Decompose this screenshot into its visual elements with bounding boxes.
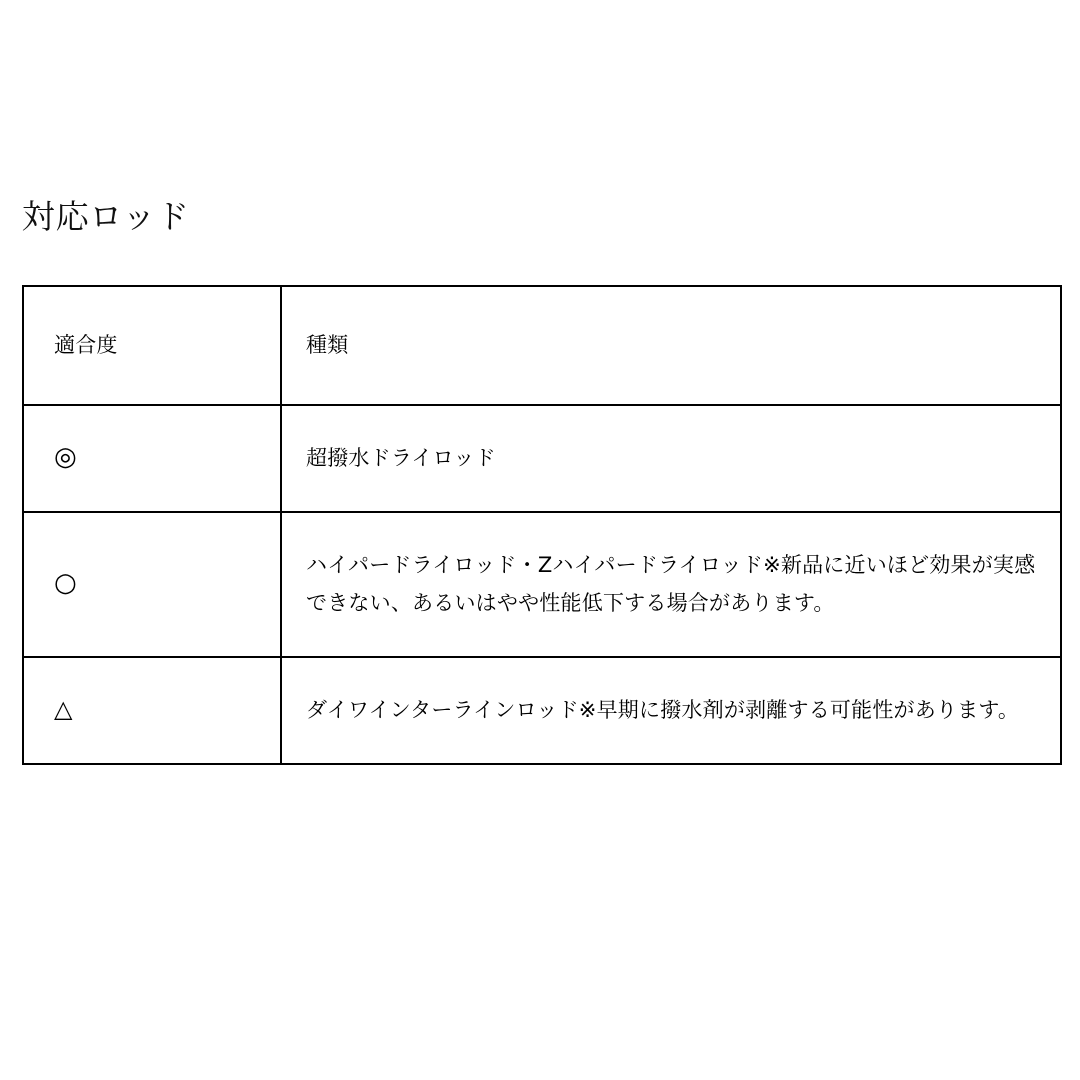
rod-type-text: 超撥水ドライロッド <box>306 445 496 470</box>
table-row <box>23 657 1061 764</box>
table-cell-grade <box>23 512 281 657</box>
table-header-cell-grade <box>23 286 281 405</box>
circle-mark: ○ <box>54 568 77 599</box>
compatible-rod-table <box>22 285 1062 765</box>
table-cell-grade <box>23 405 281 512</box>
table-row <box>23 512 1061 657</box>
triangle-mark: △ <box>54 695 73 724</box>
table-cell-grade <box>23 657 281 764</box>
table-row <box>23 405 1061 512</box>
rod-type-text: ハイパードライロッド・Zハイパードライロッド※新品に近いほど効果が実感できない、あるいはやや性能低下する場合があります。 <box>306 553 1036 615</box>
table-header-cell-type <box>281 286 1061 405</box>
rod-type-text: ダイワインターラインロッド※早期に撥水剤が剥離する可能性があります。 <box>306 697 1020 722</box>
table-header-row <box>23 286 1061 405</box>
table-cell-type <box>281 405 1061 512</box>
table-cell-type <box>281 657 1061 764</box>
double-circle-mark: ◎ <box>54 442 77 473</box>
header-label-type: 種類 <box>306 333 349 357</box>
header-label-grade: 適合度 <box>54 333 118 357</box>
table-cell-type <box>281 512 1061 657</box>
page-title: 対応ロッド <box>22 197 190 236</box>
